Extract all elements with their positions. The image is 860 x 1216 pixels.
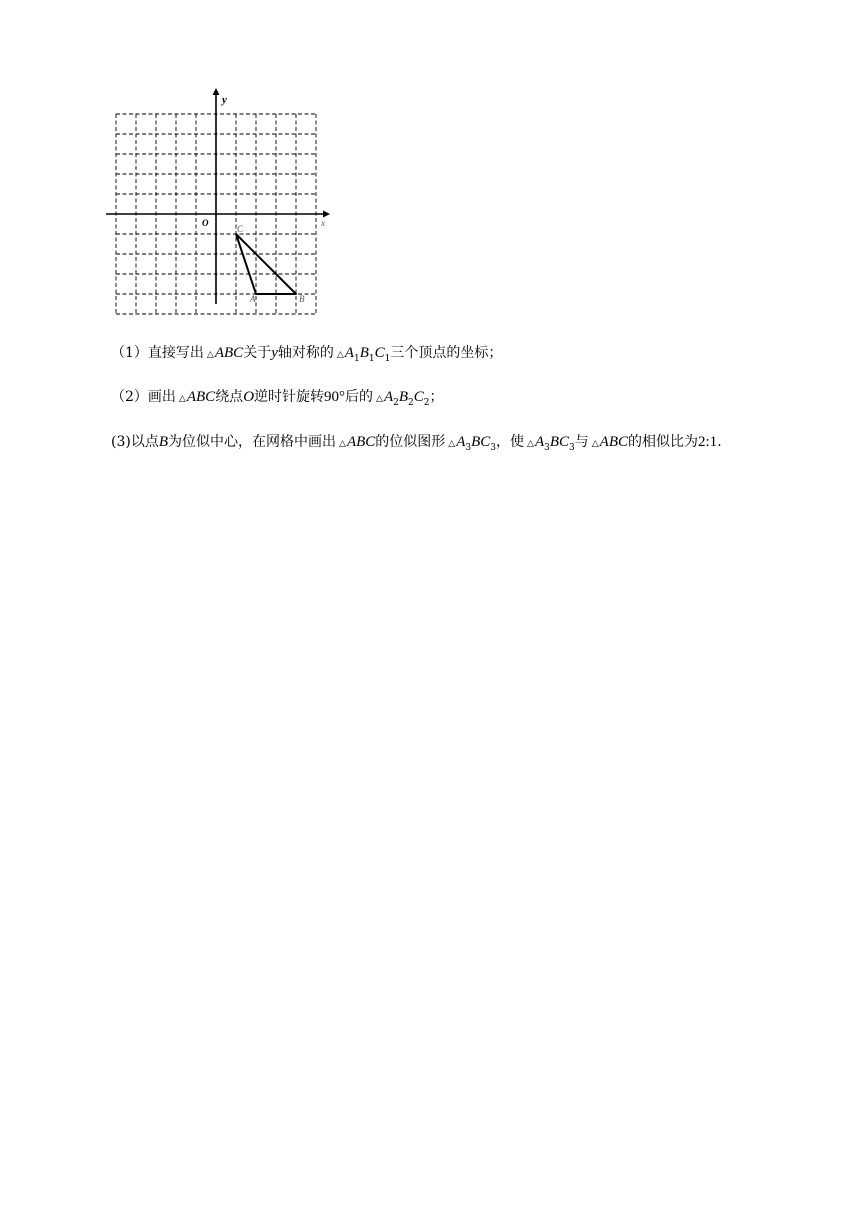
triangle-symbol: △ <box>206 350 214 360</box>
math-abc: ABC <box>599 434 629 450</box>
math-bc: BC <box>549 434 570 450</box>
math-b1: B <box>359 345 369 361</box>
y-axis-arrow <box>213 88 220 95</box>
math-b: B <box>158 434 169 450</box>
math-c2: C <box>413 389 424 405</box>
triangle-symbol: △ <box>336 350 344 360</box>
q3-text-end: . <box>717 434 722 450</box>
q1-text: 轴对称的 <box>277 345 334 361</box>
q3-text: 为位似中心，在网格中画出 <box>168 434 337 450</box>
q3-text: 的相似比为 <box>628 434 699 450</box>
q1-text: 关于 <box>243 345 272 361</box>
triangle-symbol: △ <box>527 439 534 449</box>
math-a3: A <box>534 434 545 450</box>
triangle-abc-outline <box>236 234 296 294</box>
math-a3: A <box>456 434 466 450</box>
origin-label: O <box>202 218 209 228</box>
q2-text-end: ； <box>429 389 444 405</box>
triangle-symbol: △ <box>339 439 346 449</box>
subscript: 2 <box>393 397 399 408</box>
q3-text-start: (3)以点 <box>111 434 159 450</box>
math-c1: C <box>374 345 385 361</box>
subscript: 2 <box>423 397 430 408</box>
q2-text: 后的 <box>345 389 374 405</box>
math-o: O <box>243 389 255 405</box>
subscript: 1 <box>384 353 391 364</box>
q1-text-start: （1）直接写出 <box>111 345 204 361</box>
subscript: 3 <box>569 442 575 453</box>
question-1 <box>111 343 502 365</box>
subscript: 3 <box>544 442 550 453</box>
subscript: 2 <box>408 397 414 408</box>
point-label-a: A <box>250 294 256 304</box>
math-a1: A <box>344 345 354 361</box>
coordinate-grid-figure <box>100 86 340 326</box>
subscript: 3 <box>490 442 497 453</box>
ratio-value: 2:1 <box>698 434 718 450</box>
triangle-abc <box>236 234 296 294</box>
x-axis-arrow <box>323 211 330 218</box>
math-y: y <box>271 345 278 361</box>
question-3 <box>111 432 722 454</box>
triangle-symbol: △ <box>178 394 186 404</box>
q3-text: 的位似图形 <box>375 434 446 450</box>
triangle-symbol: △ <box>448 439 456 449</box>
math-bc: BC <box>471 434 491 450</box>
math-abc: ABC <box>214 345 244 361</box>
degree-value: 90° <box>324 389 346 405</box>
point-label-c: C <box>237 224 244 234</box>
y-axis-label: y <box>222 94 227 106</box>
x-axis-label: x <box>321 218 325 228</box>
math-abc: ABC <box>346 434 376 450</box>
q3-text: 与 <box>574 434 589 450</box>
subscript: 3 <box>465 442 472 453</box>
math-abc: ABC <box>186 389 216 405</box>
q2-text: 逆时针旋转 <box>254 389 325 405</box>
point-label-b: B <box>299 294 305 304</box>
question-2 <box>111 387 444 409</box>
math-a2: A <box>383 389 394 405</box>
subscript: 1 <box>368 353 375 364</box>
q1-text-end: 三个顶点的坐标； <box>390 345 503 361</box>
triangle-symbol: △ <box>591 439 599 449</box>
q3-text: ，使 <box>496 434 525 450</box>
q2-text-start: （2）画出 <box>111 389 176 405</box>
subscript: 1 <box>353 353 360 364</box>
triangle-symbol: △ <box>376 394 383 404</box>
math-b2: B <box>398 389 409 405</box>
q2-text: 绕点 <box>215 389 244 405</box>
